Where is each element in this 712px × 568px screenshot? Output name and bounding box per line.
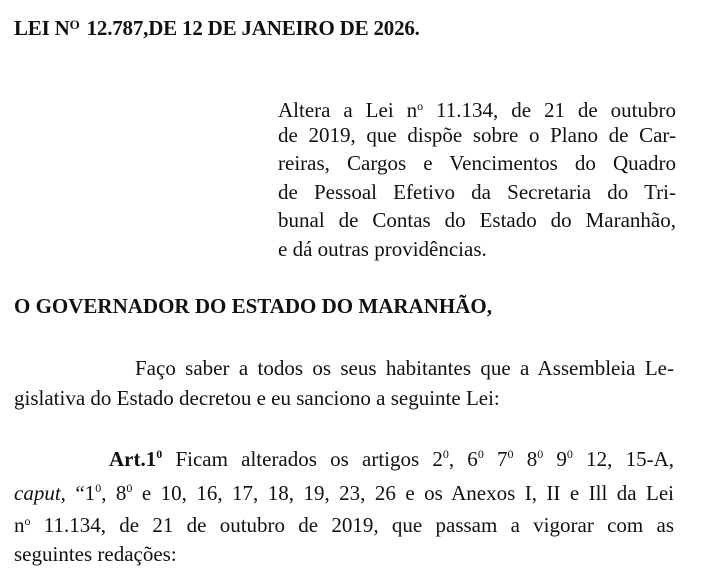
ordinal-mark: 0 (477, 447, 484, 461)
law-title (14, 16, 420, 41)
preamble-line: gislativa do Estado decretou e eu sanciono a seguinte Lei: (14, 386, 500, 410)
ementa-line: de Pessoal Efetivo da Secretaria do Tri- (278, 179, 676, 204)
ordinal-mark: 0 (95, 480, 102, 495)
ementa-line: bunal de Contas do Estado do Maranhão, (278, 208, 676, 233)
article-text: 12, 15-A, (572, 447, 674, 471)
law-title-prefix: LEI N (14, 16, 70, 40)
article-line (14, 507, 674, 540)
preamble-paragraph (14, 353, 674, 413)
ementa-line: e dá outras providências. (278, 236, 487, 261)
ementa-ordinal: o (417, 99, 424, 113)
law-title-ordinal: O (69, 17, 80, 32)
ementa-text: 11.134, de 21 de outubro (436, 98, 676, 122)
law-title-rest: 12.787,DE 12 DE JANEIRO DE 2026. (86, 16, 420, 40)
article-text: , 6 (448, 447, 478, 471)
article-text: 8 (513, 447, 538, 471)
article-1-paragraph (14, 440, 674, 568)
ordinal-mark: 0 (442, 447, 449, 461)
ementa-line: reiras, Cargos e Vencimentos do Quadro (278, 151, 676, 176)
article-label-ordinal: 0 (156, 447, 163, 461)
ordinal-mark: 0 (537, 447, 544, 461)
article-line (14, 474, 674, 508)
ementa-text: Altera a Lei n (278, 98, 418, 122)
ementa-line: de 2019, que dispõe sobre o Plano de Car- (278, 122, 676, 147)
article-line: seguintes redações: (14, 541, 177, 566)
caput-term: caput (14, 480, 61, 505)
article-text: e 10, 16, 17, 18, 19, 23, 26 e os Anexos I, II e Ill da Lei (132, 480, 674, 505)
ordinal-mark: o (24, 514, 31, 528)
article-text: 7 (483, 447, 508, 471)
preamble-line: Faço saber a todos os seus habitantes que a Assembleia Le- (135, 356, 674, 380)
article-text: 9 (543, 447, 567, 471)
ementa-line (278, 92, 676, 121)
article-label-text: Art.1 (109, 447, 157, 471)
ordinal-mark: 0 (566, 447, 573, 461)
ementa-summary (278, 92, 676, 264)
article-text: n (14, 513, 25, 537)
article-text: Ficam alterados os artigos 2 (175, 447, 443, 471)
article-label (109, 447, 162, 471)
article-text: 11.134, de 21 de outubro de 2019, que passam a vigorar com as (30, 513, 674, 537)
article-line (14, 440, 674, 474)
governor-heading: O GOVERNADOR DO ESTADO DO MARANHÃO, (14, 294, 492, 318)
article-text: , “1 (60, 480, 96, 505)
ordinal-mark: 0 (126, 480, 133, 495)
ordinal-mark: 0 (507, 447, 514, 461)
article-text: , 8 (101, 480, 127, 505)
